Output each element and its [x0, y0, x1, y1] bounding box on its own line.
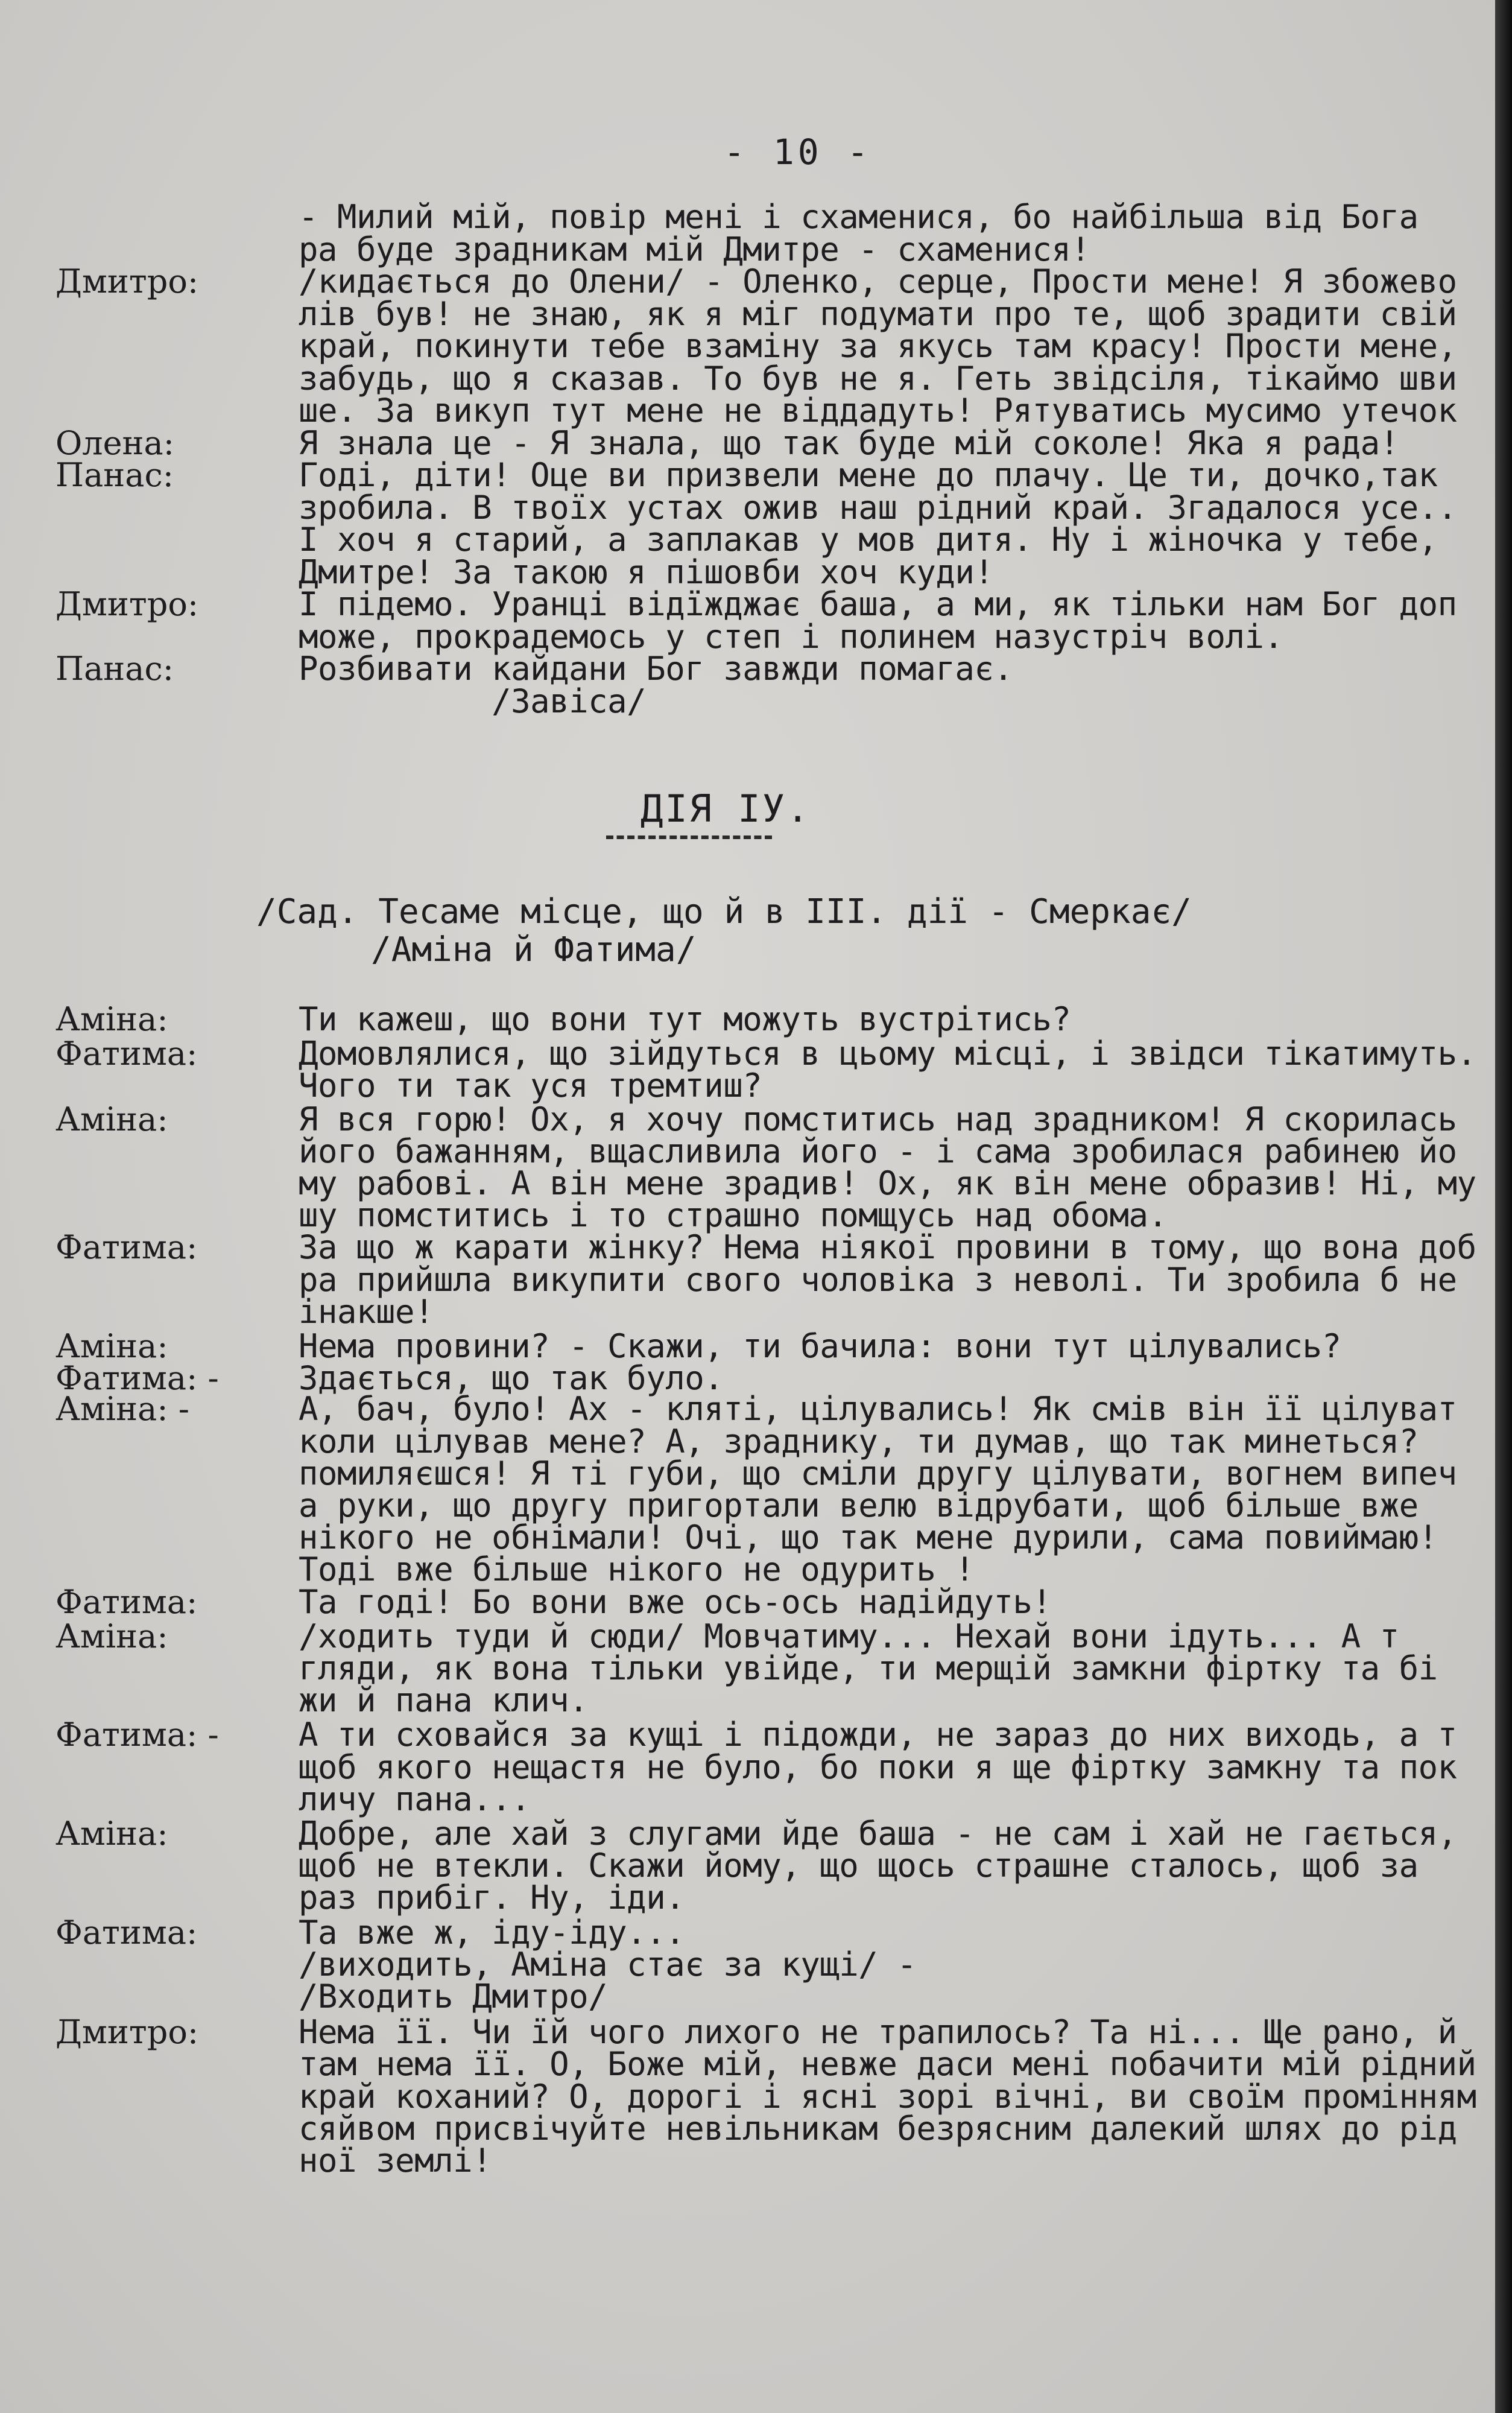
speaker-name: Аміна: — [55, 1815, 168, 1853]
scene-heading-line: /Сад. Тесаме місце, що й в ІІІ. дії - Смеркає/ — [256, 892, 1192, 931]
speaker-name: Аміна: — [55, 1327, 168, 1365]
dialogue-line: Та вже ж, іду-іду... — [299, 1913, 685, 1952]
dialogue-line: лів був! не знаю, як я міг подумати про те, щоб зрадити свій — [299, 294, 1457, 333]
scan-edge-shadow — [1495, 0, 1512, 2413]
dialogue-line: ра прийшла викупити свого чоловіка з неволі. Ти зробила б не — [299, 1260, 1457, 1299]
dialogue-line: коли цілував мене? А, зраднику, ти думав, що так минеться? — [299, 1422, 1419, 1460]
speaker-name: Дмитро: — [55, 585, 199, 623]
dialogue-line: а руки, що другу пригортали велю відрубати, щоб більше вже — [299, 1486, 1419, 1524]
dialogue-line: А ти сховайся за кущі і підожди, не зараз до них виходь, а т — [299, 1716, 1457, 1754]
dialogue-line: Годі, діти! Оце ви призвели мене до плачу. Це ти, дочко,так — [299, 456, 1438, 494]
dialogue-line: Я вся горю! Ох, я хочу помститись над зрадником! Я скорилась — [299, 1100, 1457, 1138]
speaker-name: Аміна: — [55, 1100, 168, 1138]
dialogue-line: шу помститись і то страшно помщусь над обома. — [299, 1196, 1168, 1235]
scene-heading-line: /Аміна й Фатима/ — [371, 930, 697, 969]
dialogue-line: За що ж карати жінку? Нема ніякої провини в тому, що вона доб — [299, 1228, 1476, 1267]
dialogue-line: ної землі! — [299, 2142, 492, 2180]
speaker-name: Аміна: - — [55, 1390, 189, 1428]
dialogue-line: Розбивати кайдани Бог завжди помагає. — [299, 650, 1013, 688]
dialogue-line: ра буде зрадникам мій Дмитре - схаменися! — [299, 230, 1090, 268]
dialogue-line: Нема її. Чи їй чого лихого не трапилось? Та ні... Ще рано, й — [299, 2013, 1457, 2052]
dialogue-line: Я знала це - Я знала, що так буде мій соколе! Яка я рада! — [299, 423, 1399, 462]
dialogue-line: І підемо. Уранці відїжджає баша, а ми, як тільки нам Бог доп — [299, 585, 1457, 623]
speaker-name: Панас: — [55, 650, 174, 688]
dialogue-line: Чого ти так уся тремтиш? — [299, 1067, 762, 1105]
dialogue-line: помиляєшся! Я ті губи, що сміли другу цілувати, вогнем випеч — [299, 1454, 1457, 1492]
act-title-underline — [606, 836, 772, 839]
speaker-name: Фатима: — [55, 1035, 198, 1073]
dialogue-line: жи й пана клич. — [299, 1681, 589, 1720]
dialogue-line: Домовлялися, що зійдуться в цьому місці, і звідси тікатимуть. — [299, 1035, 1476, 1073]
dialogue-line: край коханий? О, дорогі і ясні зорі вічні, ви своїм промінням — [299, 2077, 1476, 2116]
dialogue-line: гляди, як вона тільки увійде, ти мерщій замкни фіртку та бі — [299, 1649, 1438, 1687]
dialogue-line: його бажанням, вщасливила його - і сама зробилася рабинею йо — [299, 1132, 1457, 1170]
dialogue-line: /Входить Дмитро/ — [299, 1977, 608, 2015]
dialogue-line: Та годі! Бо вони вже ось-ось надійдуть! — [299, 1582, 1052, 1621]
dialogue-line: щоб якого нещастя не було, бо поки я ще фіртку замкну та пок — [299, 1748, 1457, 1786]
dialogue-line: нікого не обнімали! Очі, що так мене дурили, сама повиймаю! — [299, 1518, 1438, 1557]
dialogue-line: Ти кажеш, що вони тут можуть вустрітись? — [299, 1000, 1071, 1038]
dialogue-line: /кидається до Олени/ - Оленко, серце, Прости мене! Я збожево — [299, 262, 1457, 300]
speaker-name: Фатима: — [55, 1582, 198, 1621]
dialogue-line: забудь, що я сказав. То був не я. Геть звідсіля, тікаймо шви — [299, 359, 1457, 398]
speaker-name: Панас: — [55, 456, 174, 494]
dialogue-line: Здається, що так було. — [299, 1359, 724, 1398]
dialogue-line: край, покинути тебе взаміну за якусь там красу! Прости мене, — [299, 327, 1457, 365]
dialogue-line: раз прибіг. Ну, іди. — [299, 1879, 685, 1917]
speaker-name: Аміна: — [55, 1000, 168, 1038]
dialogue-line: Дмитре! За такою я пішовби хоч куди! — [299, 553, 994, 591]
speaker-name: Дмитро: — [55, 2013, 199, 2052]
dialogue-line: Нема провини? - Скажи, ти бачила: вони тут цілувались? — [299, 1327, 1341, 1365]
dialogue-line: І хоч я старий, а заплакав у мов дитя. Ну і жіночка у тебе, — [299, 521, 1438, 559]
speaker-name: Дмитро: — [55, 262, 199, 300]
speaker-name: Олена: — [55, 423, 174, 462]
speaker-name: Фатима: — [55, 1228, 198, 1267]
dialogue-line: /Завіса/ — [299, 682, 647, 720]
dialogue-line: - Милий мій, повір мені і схаменися, бо найбільша від Бога — [299, 198, 1419, 236]
dialogue-line: щоб не втекли. Скажи йому, що щось страшне сталось, щоб за — [299, 1847, 1419, 1885]
speaker-name: Аміна: — [55, 1617, 168, 1655]
dialogue-line: ше. За викуп тут мене не віддадуть! Рятуватись мусимо утечок — [299, 392, 1457, 430]
dialogue-line: інакше! — [299, 1292, 434, 1331]
speaker-name: Фатима: - — [55, 1716, 219, 1754]
act-title: ДІЯ ІУ. — [641, 787, 811, 831]
dialogue-line: личу пана... — [299, 1780, 531, 1818]
dialogue-line: /виходить, Аміна стає за кущі/ - — [299, 1945, 917, 1983]
dialogue-line: зробила. В твоїх устах ожив наш рідний край. Згадалося усе.. — [299, 488, 1457, 527]
dialogue-line: А, бач, було! Ах - кляті, цілувались! Як смів він її цілуват — [299, 1390, 1457, 1428]
dialogue-line: сяйвом присвічуйте невільникам безрясним далекий шлях до рід — [299, 2109, 1457, 2148]
dialogue-line: му рабові. А він мене зрадив! Ох, як він мене образив! Ні, му — [299, 1164, 1476, 1202]
dialogue-line: Добре, але хай з слугами йде баша - не сам і хай не гається, — [299, 1815, 1457, 1853]
page-number: - 10 - — [724, 132, 872, 173]
dialogue-line: /ходить туди й сюди/ Мовчатиму... Нехай вони ідуть... А т — [299, 1617, 1399, 1655]
dialogue-line: може, прокрадемось у степ і полинем назустріч волі. — [299, 617, 1283, 656]
dialogue-line: Тоді вже більше нікого не одурить ! — [299, 1550, 975, 1589]
dialogue-line: там нема її. О, Боже мій, невже даси мені побачити мій рідний — [299, 2045, 1476, 2084]
speaker-name: Фатима: — [55, 1913, 198, 1952]
speaker-name: Фатима: - — [55, 1359, 219, 1398]
